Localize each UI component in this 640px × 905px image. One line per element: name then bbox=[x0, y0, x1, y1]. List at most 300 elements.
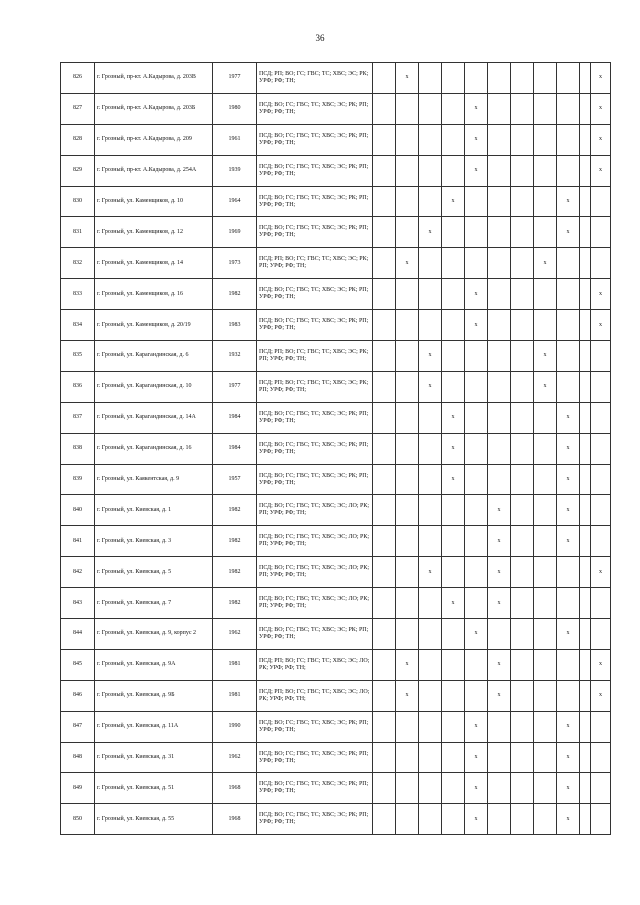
row-mark bbox=[511, 804, 534, 835]
row-mark bbox=[580, 341, 591, 372]
row-mark: x bbox=[591, 155, 611, 186]
page-number: 36 bbox=[315, 33, 325, 43]
table-row bbox=[61, 433, 611, 464]
row-number: 831 bbox=[61, 217, 95, 248]
row-mark bbox=[557, 341, 580, 372]
row-mark bbox=[557, 680, 580, 711]
row-mark bbox=[442, 680, 465, 711]
row-mark bbox=[396, 310, 419, 341]
row-mark bbox=[534, 742, 557, 773]
row-year: 1982 bbox=[213, 588, 257, 619]
row-mark bbox=[419, 526, 442, 557]
row-mark bbox=[373, 804, 396, 835]
row-address: г. Грозный, ул. Киевская, д. 1 bbox=[95, 495, 213, 526]
row-address: г. Грозный, ул. Киевская, д. 9, корпус 2 bbox=[95, 619, 213, 650]
row-services: ПСД; РП; ВО; ГС; ГВС; ТС; ХВС; ЭС; ЛО; РК; УРФ; РФ; ТН; bbox=[257, 649, 373, 680]
row-mark: x bbox=[419, 217, 442, 248]
row-address: г. Грозный, ул. Киевская, д. 5 bbox=[95, 557, 213, 588]
row-services: ПСД; ВО; ГС; ГВС; ТС; ХВС; ЭС; РК; РП; УРФ; РФ; ТН; bbox=[257, 310, 373, 341]
row-mark bbox=[534, 711, 557, 742]
row-mark: x bbox=[557, 619, 580, 650]
row-mark bbox=[396, 186, 419, 217]
row-address: г. Грозный, ул. Киевская, д. 51 bbox=[95, 773, 213, 804]
row-mark bbox=[419, 742, 442, 773]
row-mark: x bbox=[591, 279, 611, 310]
row-mark bbox=[511, 619, 534, 650]
row-number: 828 bbox=[61, 124, 95, 155]
table-row bbox=[61, 63, 611, 94]
row-mark: x bbox=[557, 186, 580, 217]
row-number: 827 bbox=[61, 93, 95, 124]
row-mark bbox=[591, 742, 611, 773]
row-mark bbox=[396, 619, 419, 650]
row-mark bbox=[511, 155, 534, 186]
row-mark bbox=[580, 310, 591, 341]
row-mark bbox=[396, 711, 419, 742]
row-year: 1973 bbox=[213, 248, 257, 279]
row-mark bbox=[534, 557, 557, 588]
table-row bbox=[61, 402, 611, 433]
row-number: 844 bbox=[61, 619, 95, 650]
row-mark bbox=[580, 742, 591, 773]
row-mark bbox=[557, 155, 580, 186]
row-address: г. Грозный, ул. Карагандинская, д. 16 bbox=[95, 433, 213, 464]
row-year: 1980 bbox=[213, 93, 257, 124]
row-number: 846 bbox=[61, 680, 95, 711]
row-mark bbox=[580, 680, 591, 711]
row-mark bbox=[591, 402, 611, 433]
row-mark bbox=[465, 248, 488, 279]
row-mark bbox=[534, 526, 557, 557]
row-mark: x bbox=[396, 63, 419, 94]
row-services: ПСД; ВО; ГС; ГВС; ТС; ХВС; ЭС; РК; РП; УРФ; РФ; ТН; bbox=[257, 711, 373, 742]
row-mark bbox=[465, 495, 488, 526]
row-mark: x bbox=[465, 279, 488, 310]
row-year: 1968 bbox=[213, 773, 257, 804]
row-mark bbox=[488, 773, 511, 804]
row-mark bbox=[580, 93, 591, 124]
row-mark bbox=[419, 619, 442, 650]
row-mark: x bbox=[591, 310, 611, 341]
row-mark: x bbox=[442, 464, 465, 495]
row-mark bbox=[442, 279, 465, 310]
row-mark bbox=[442, 217, 465, 248]
row-mark: x bbox=[488, 526, 511, 557]
row-mark bbox=[580, 371, 591, 402]
row-year: 1990 bbox=[213, 711, 257, 742]
row-mark bbox=[373, 217, 396, 248]
row-mark bbox=[488, 155, 511, 186]
row-mark bbox=[396, 804, 419, 835]
row-number: 832 bbox=[61, 248, 95, 279]
row-mark bbox=[373, 341, 396, 372]
row-mark bbox=[557, 279, 580, 310]
row-number: 833 bbox=[61, 279, 95, 310]
row-mark bbox=[557, 371, 580, 402]
row-services: ПСД; ВО; ГС; ГВС; ТС; ХВС; ЭС; РК; РП; УРФ; РФ; ТН; bbox=[257, 186, 373, 217]
row-mark bbox=[580, 464, 591, 495]
row-number: 838 bbox=[61, 433, 95, 464]
row-number: 835 bbox=[61, 341, 95, 372]
row-mark bbox=[580, 217, 591, 248]
table-row bbox=[61, 217, 611, 248]
row-year: 1957 bbox=[213, 464, 257, 495]
row-services: ПСД; РП; ВО; ГС; ГВС; ТС; ХВС; ЭС; РК; РП; УРФ; РФ; ТН; bbox=[257, 341, 373, 372]
row-year: 1969 bbox=[213, 217, 257, 248]
row-mark bbox=[373, 371, 396, 402]
row-year: 1932 bbox=[213, 341, 257, 372]
row-mark bbox=[442, 371, 465, 402]
row-mark: x bbox=[465, 619, 488, 650]
row-mark bbox=[442, 526, 465, 557]
row-mark bbox=[511, 773, 534, 804]
row-mark bbox=[396, 557, 419, 588]
row-mark bbox=[580, 711, 591, 742]
row-mark: x bbox=[534, 248, 557, 279]
row-address: г. Грозный, ул. Каменщиков, д. 20/19 bbox=[95, 310, 213, 341]
row-mark bbox=[465, 217, 488, 248]
row-mark bbox=[373, 680, 396, 711]
row-mark bbox=[534, 619, 557, 650]
row-mark bbox=[511, 680, 534, 711]
row-mark: x bbox=[465, 804, 488, 835]
row-mark: x bbox=[419, 557, 442, 588]
row-mark bbox=[419, 279, 442, 310]
row-mark bbox=[442, 341, 465, 372]
table-row bbox=[61, 155, 611, 186]
row-mark bbox=[580, 155, 591, 186]
row-mark bbox=[511, 588, 534, 619]
table-row bbox=[61, 742, 611, 773]
row-mark: x bbox=[557, 742, 580, 773]
row-mark bbox=[373, 495, 396, 526]
row-mark bbox=[396, 464, 419, 495]
row-address: г. Грозный, ул. Каменщиков, д. 14 bbox=[95, 248, 213, 279]
row-year: 1939 bbox=[213, 155, 257, 186]
row-mark: x bbox=[557, 433, 580, 464]
row-mark bbox=[534, 804, 557, 835]
row-mark bbox=[557, 124, 580, 155]
row-mark: x bbox=[488, 495, 511, 526]
row-mark bbox=[591, 433, 611, 464]
row-address: г. Грозный, ул. Карагандинская, д. 10 bbox=[95, 371, 213, 402]
row-mark bbox=[419, 63, 442, 94]
row-mark bbox=[465, 588, 488, 619]
row-mark: x bbox=[557, 402, 580, 433]
row-mark bbox=[442, 93, 465, 124]
row-mark bbox=[373, 186, 396, 217]
row-mark bbox=[557, 93, 580, 124]
row-mark bbox=[396, 402, 419, 433]
row-number: 850 bbox=[61, 804, 95, 835]
row-mark: x bbox=[591, 93, 611, 124]
row-address: г. Грозный, ул. Карагандинская, д. 6 bbox=[95, 341, 213, 372]
row-mark bbox=[373, 557, 396, 588]
row-mark: x bbox=[557, 464, 580, 495]
row-mark: x bbox=[396, 680, 419, 711]
row-mark bbox=[534, 93, 557, 124]
row-mark bbox=[488, 341, 511, 372]
row-services: ПСД; РП; ВО; ГС; ГВС; ТС; ХВС; ЭС; РК; УРФ; РФ; ТН; bbox=[257, 63, 373, 94]
row-mark: x bbox=[465, 155, 488, 186]
row-mark bbox=[580, 804, 591, 835]
row-mark bbox=[419, 588, 442, 619]
row-mark: x bbox=[465, 93, 488, 124]
row-mark bbox=[534, 495, 557, 526]
row-mark: x bbox=[591, 557, 611, 588]
row-mark bbox=[534, 402, 557, 433]
row-mark bbox=[488, 310, 511, 341]
row-mark bbox=[465, 557, 488, 588]
row-services: ПСД; ВО; ГС; ГВС; ТС; ХВС; ЭС; РК; РП; УРФ; РФ; ТН; bbox=[257, 93, 373, 124]
row-mark bbox=[557, 63, 580, 94]
row-mark bbox=[511, 341, 534, 372]
row-year: 1984 bbox=[213, 433, 257, 464]
row-mark: x bbox=[557, 804, 580, 835]
table-row bbox=[61, 557, 611, 588]
row-mark: x bbox=[442, 186, 465, 217]
row-number: 849 bbox=[61, 773, 95, 804]
row-mark bbox=[591, 248, 611, 279]
row-mark bbox=[591, 804, 611, 835]
row-mark: x bbox=[465, 742, 488, 773]
row-mark bbox=[511, 557, 534, 588]
row-mark bbox=[534, 464, 557, 495]
row-mark bbox=[419, 649, 442, 680]
row-mark bbox=[373, 63, 396, 94]
row-mark: x bbox=[465, 124, 488, 155]
row-mark bbox=[465, 680, 488, 711]
row-address: г. Грозный, ул. Каменщиков, д. 12 bbox=[95, 217, 213, 248]
row-mark bbox=[373, 433, 396, 464]
row-mark bbox=[442, 804, 465, 835]
row-mark: x bbox=[591, 649, 611, 680]
row-mark bbox=[396, 773, 419, 804]
row-mark bbox=[419, 711, 442, 742]
row-mark bbox=[580, 557, 591, 588]
row-mark bbox=[373, 124, 396, 155]
row-mark bbox=[488, 371, 511, 402]
row-address: г. Грозный, ул. Киевская, д. 31 bbox=[95, 742, 213, 773]
row-address: г. Грозный, пр-кт. А.Кадырова, д. 203Б bbox=[95, 93, 213, 124]
row-year: 1982 bbox=[213, 557, 257, 588]
row-mark bbox=[465, 464, 488, 495]
row-number: 829 bbox=[61, 155, 95, 186]
row-address: г. Грозный, ул. Киевская, д. 3 bbox=[95, 526, 213, 557]
row-mark bbox=[580, 619, 591, 650]
table-row bbox=[61, 495, 611, 526]
row-services: ПСД; ВО; ГС; ГВС; ТС; ХВС; ЭС; РК; РП; УРФ; РФ; ТН; bbox=[257, 402, 373, 433]
table-row bbox=[61, 310, 611, 341]
row-mark bbox=[488, 186, 511, 217]
row-mark bbox=[511, 495, 534, 526]
row-number: 840 bbox=[61, 495, 95, 526]
row-mark bbox=[419, 310, 442, 341]
row-services: ПСД; ВО; ГС; ГВС; ТС; ХВС; ЭС; РК; РП; УРФ; РФ; ТН; bbox=[257, 433, 373, 464]
table-row bbox=[61, 464, 611, 495]
row-services: ПСД; ВО; ГС; ГВС; ТС; ХВС; ЭС; ЛО; РК; РП; УРФ; РФ; ТН; bbox=[257, 557, 373, 588]
row-mark bbox=[419, 124, 442, 155]
row-mark bbox=[534, 155, 557, 186]
row-mark bbox=[534, 433, 557, 464]
row-mark bbox=[511, 742, 534, 773]
row-mark bbox=[419, 155, 442, 186]
row-mark bbox=[373, 526, 396, 557]
row-mark bbox=[488, 63, 511, 94]
table-row bbox=[61, 773, 611, 804]
row-mark bbox=[591, 217, 611, 248]
row-mark: x bbox=[488, 557, 511, 588]
row-mark bbox=[419, 495, 442, 526]
row-mark bbox=[442, 63, 465, 94]
row-address: г. Грозный, ул. Каменщиков, д. 10 bbox=[95, 186, 213, 217]
row-mark bbox=[396, 341, 419, 372]
row-mark bbox=[419, 680, 442, 711]
row-mark bbox=[591, 341, 611, 372]
row-mark bbox=[511, 93, 534, 124]
row-mark: x bbox=[442, 433, 465, 464]
row-number: 830 bbox=[61, 186, 95, 217]
row-mark bbox=[373, 773, 396, 804]
row-mark bbox=[580, 248, 591, 279]
row-mark bbox=[511, 310, 534, 341]
row-number: 843 bbox=[61, 588, 95, 619]
row-mark bbox=[373, 742, 396, 773]
row-mark: x bbox=[557, 526, 580, 557]
row-mark bbox=[534, 588, 557, 619]
row-mark bbox=[465, 402, 488, 433]
row-year: 1961 bbox=[213, 124, 257, 155]
row-mark bbox=[442, 557, 465, 588]
row-mark bbox=[465, 63, 488, 94]
row-mark bbox=[591, 526, 611, 557]
row-mark bbox=[580, 402, 591, 433]
row-number: 826 bbox=[61, 63, 95, 94]
row-mark bbox=[511, 63, 534, 94]
row-year: 1982 bbox=[213, 526, 257, 557]
row-mark bbox=[511, 433, 534, 464]
table-body bbox=[61, 63, 611, 835]
row-services: ПСД; ВО; ГС; ГВС; ТС; ХВС; ЭС; РК; РП; УРФ; РФ; ТН; bbox=[257, 464, 373, 495]
row-mark bbox=[488, 619, 511, 650]
row-mark bbox=[511, 526, 534, 557]
row-mark bbox=[465, 186, 488, 217]
row-mark bbox=[534, 186, 557, 217]
row-services: ПСД; ВО; ГС; ГВС; ТС; ХВС; ЭС; РК; РП; УРФ; РФ; ТН; bbox=[257, 124, 373, 155]
row-mark bbox=[511, 371, 534, 402]
row-mark: x bbox=[591, 680, 611, 711]
row-mark bbox=[442, 495, 465, 526]
row-mark bbox=[511, 186, 534, 217]
row-mark bbox=[580, 63, 591, 94]
row-mark: x bbox=[591, 63, 611, 94]
row-mark bbox=[396, 742, 419, 773]
row-mark bbox=[534, 649, 557, 680]
row-address: г. Грозный, пр-кт. А.Кадырова, д. 203В bbox=[95, 63, 213, 94]
row-mark bbox=[442, 155, 465, 186]
row-address: г. Грозный, ул. Карагандинская, д. 14А bbox=[95, 402, 213, 433]
row-year: 1964 bbox=[213, 186, 257, 217]
row-mark: x bbox=[396, 649, 419, 680]
row-mark bbox=[591, 464, 611, 495]
table-row bbox=[61, 124, 611, 155]
table-row bbox=[61, 279, 611, 310]
row-mark bbox=[534, 310, 557, 341]
row-mark bbox=[442, 619, 465, 650]
row-number: 842 bbox=[61, 557, 95, 588]
row-mark bbox=[580, 773, 591, 804]
row-mark bbox=[488, 804, 511, 835]
row-mark bbox=[488, 433, 511, 464]
row-mark: x bbox=[419, 371, 442, 402]
row-mark bbox=[488, 402, 511, 433]
row-mark bbox=[419, 804, 442, 835]
row-mark bbox=[591, 495, 611, 526]
row-mark bbox=[511, 402, 534, 433]
row-number: 837 bbox=[61, 402, 95, 433]
row-mark bbox=[591, 711, 611, 742]
row-mark bbox=[442, 124, 465, 155]
row-mark bbox=[534, 63, 557, 94]
row-mark bbox=[488, 248, 511, 279]
row-mark: x bbox=[557, 711, 580, 742]
row-mark: x bbox=[465, 310, 488, 341]
row-mark bbox=[580, 279, 591, 310]
row-services: ПСД; ВО; ГС; ГВС; ТС; ХВС; ЭС; РК; РП; УРФ; РФ; ТН; bbox=[257, 217, 373, 248]
row-mark bbox=[373, 649, 396, 680]
row-mark bbox=[465, 526, 488, 557]
row-mark bbox=[534, 124, 557, 155]
row-mark bbox=[465, 649, 488, 680]
row-mark bbox=[442, 310, 465, 341]
row-mark bbox=[580, 649, 591, 680]
table-row bbox=[61, 711, 611, 742]
row-mark bbox=[534, 680, 557, 711]
row-mark bbox=[591, 371, 611, 402]
row-mark bbox=[465, 371, 488, 402]
row-mark bbox=[442, 773, 465, 804]
row-mark: x bbox=[557, 773, 580, 804]
row-services: ПСД; РП; ВО; ГС; ГВС; ТС; ХВС; ЭС; ЛО; РК; УРФ; РФ; ТН; bbox=[257, 680, 373, 711]
row-mark bbox=[511, 464, 534, 495]
row-year: 1962 bbox=[213, 619, 257, 650]
row-mark bbox=[488, 93, 511, 124]
row-mark bbox=[373, 588, 396, 619]
row-mark bbox=[511, 711, 534, 742]
row-mark: x bbox=[557, 217, 580, 248]
row-mark bbox=[442, 248, 465, 279]
row-mark bbox=[373, 464, 396, 495]
row-services: ПСД; ВО; ГС; ГВС; ТС; ХВС; ЭС; РК; РП; УРФ; РФ; ТН; bbox=[257, 742, 373, 773]
row-mark bbox=[442, 742, 465, 773]
table-row bbox=[61, 680, 611, 711]
row-services: ПСД; ВО; ГС; ГВС; ТС; ХВС; ЭС; ЛО; РК; РП; УРФ; РФ; ТН; bbox=[257, 495, 373, 526]
table-row bbox=[61, 93, 611, 124]
row-mark bbox=[534, 217, 557, 248]
row-year: 1962 bbox=[213, 742, 257, 773]
row-mark bbox=[396, 155, 419, 186]
row-mark bbox=[373, 619, 396, 650]
row-services: ПСД; ВО; ГС; ГВС; ТС; ХВС; ЭС; РК; РП; УРФ; РФ; ТН; bbox=[257, 773, 373, 804]
row-mark bbox=[396, 279, 419, 310]
row-mark bbox=[580, 433, 591, 464]
row-mark bbox=[511, 124, 534, 155]
row-mark bbox=[396, 433, 419, 464]
row-mark bbox=[580, 186, 591, 217]
row-address: г. Грозный, пр-кт. А.Кадырова, д. 209 bbox=[95, 124, 213, 155]
row-address: г. Грозный, ул. Киевская, д. 9Б bbox=[95, 680, 213, 711]
row-address: г. Грозный, ул. Киевская, д. 11А bbox=[95, 711, 213, 742]
